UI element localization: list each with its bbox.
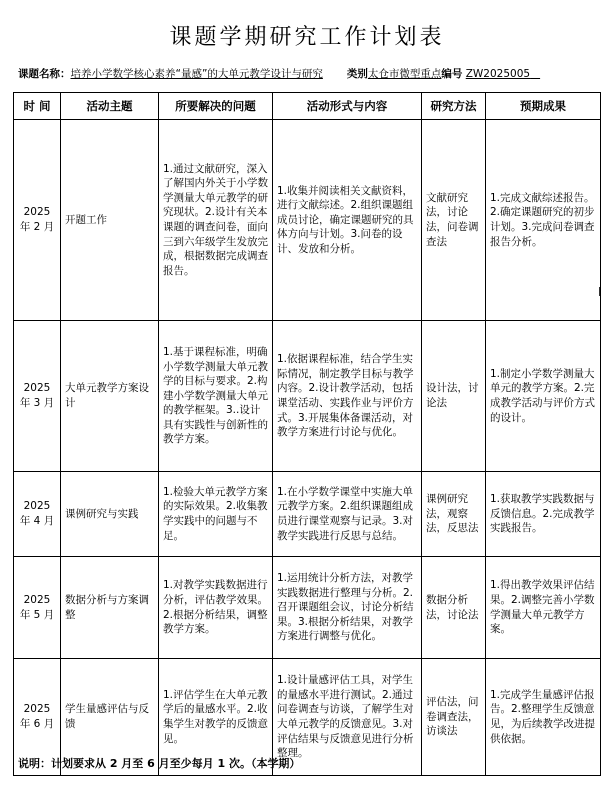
- cell-results: 1.制定小学数学测量大单元的教学方案。2.完成教学活动与评价方式的设计。: [486, 321, 601, 472]
- topic-value: 培养小学数学核心素养“量感”的大单元教学设计与研究: [70, 68, 323, 80]
- table-row: [14, 321, 601, 472]
- header-results: 预期成果: [486, 93, 601, 120]
- cell-results: 1.完成学生量感评估报告。2.整理学生反馈意见，为后续教学改进提供依据。: [486, 659, 601, 776]
- header-activities: 活动形式与内容: [273, 93, 422, 120]
- cell-problems: 1.通过文献研究，深入了解国内外关于小学数学测量大单元教学的研究现状。2.设计有关本课题的调查问卷，面向三到六年级学生发放完成，根据数据完成调查报告。: [159, 120, 273, 321]
- cell-theme: 学生量感评估与反馈: [61, 659, 159, 776]
- header-methods: 研究方法: [422, 93, 486, 120]
- topic-colon: ：: [60, 68, 71, 80]
- table-row: [14, 557, 601, 659]
- cell-methods: 设计法，讨论法: [422, 321, 486, 472]
- table-header-row: [14, 93, 601, 120]
- number-value: ZW2025005: [465, 68, 531, 80]
- header-time: 时 间: [14, 93, 61, 120]
- cell-time: 2025 年 3 月: [14, 321, 61, 472]
- project-meta: [18, 67, 608, 81]
- cell-time: 2025 年 5 月: [14, 557, 61, 659]
- number-label: 编号: [441, 68, 463, 80]
- table-row: [14, 120, 601, 321]
- cell-problems: 1.检验大单元教学方案的实际效果。2.收集教学实践中的问题与不足。: [159, 472, 273, 557]
- cell-methods: 文献研究法，讨论法，问卷调查法: [422, 120, 486, 321]
- cell-time: 2025 年 2 月: [14, 120, 61, 321]
- category-label: 类别: [346, 68, 368, 80]
- plan-table: [13, 92, 601, 776]
- cell-results: 1.得出教学效果评估结果。2.调整完善小学数学测量大单元教学方案。: [486, 557, 601, 659]
- cell-methods: 课例研究法，观察法，反思法: [422, 472, 486, 557]
- cell-theme: 数据分析与方案调整: [61, 557, 159, 659]
- header-problems: 所要解决的问题: [159, 93, 273, 120]
- cell-theme: 开题工作: [61, 120, 159, 321]
- cell-methods: 评估法，问卷调查法，访谈法: [422, 659, 486, 776]
- cell-time: 2025 年 6 月: [14, 659, 61, 776]
- category-value: 太仓市微型重点: [367, 68, 442, 80]
- table-row: [14, 472, 601, 557]
- cell-problems: 1.对教学实践数据进行分析，评估教学效果。2.根据分析结果，调整教学方案。: [159, 557, 273, 659]
- cell-methods: 数据分析法，讨论法: [422, 557, 486, 659]
- cell-time: 2025 年 4 月: [14, 472, 61, 557]
- footnote: 说明：计划要求从 2 月至 6 月至少每月 1 次。（本学期）: [18, 757, 301, 770]
- header-theme: 活动主题: [61, 93, 159, 120]
- page-title: 课题学期研究工作计划表: [169, 25, 445, 50]
- text-cursor-mark: [599, 287, 605, 296]
- cell-activities: 1.运用统计分析方法，对教学实践数据进行整理与分析。2.召开课题组会议，讨论分析结果。3.根据分析结果，对教学方案进行调整与优化。: [273, 557, 422, 659]
- cell-problems: 1.评估学生在大单元教学后的量感水平。2.收集学生对教学的反馈意见。: [159, 659, 273, 776]
- cell-activities: 1.设计量感评估工具，对学生的量感水平进行测试。2.通过问卷调查与访谈，了解学生对大单元教学的反馈意见。3.对评估结果与反馈意见进行分析整理。: [273, 659, 422, 776]
- cell-theme: 大单元教学方案设计: [61, 321, 159, 472]
- cell-results: 1.完成文献综述报告。2.确定课题研究的初步计划。3.完成问卷调查报告分析。: [486, 120, 601, 321]
- cell-activities: 1.收集并阅读相关文献资料，进行文献综述。2.组织课题组成员讨论，确定课题研究的具体方向与计划。3.问卷的设计、发放和分析。: [273, 120, 422, 321]
- cell-results: 1.获取教学实践数据与反馈信息。2.完成教学实践报告。: [486, 472, 601, 557]
- cell-problems: 1.基于课程标准，明确小学数学测量大单元教学的目标与要求。2.构建小学数学测量大单元的教学框架。3..设计具有实践性与创新性的教学方案。: [159, 321, 273, 472]
- cell-activities: 1.在小学数学课堂中实施大单元教学方案。2.组织课题组成员进行课堂观察与记录。3.对教学实践进行反思与总结。: [273, 472, 422, 557]
- cell-activities: 1.依据课程标准，结合学生实际情况，制定教学目标与教学内容。2.设计教学活动，包括课堂活动、实践作业与评价方式。3.开展集体备课活动，对教学方案进行讨论与优化。: [273, 321, 422, 472]
- topic-label: 课题名称: [18, 68, 60, 80]
- cell-theme: 课例研究与实践: [61, 472, 159, 557]
